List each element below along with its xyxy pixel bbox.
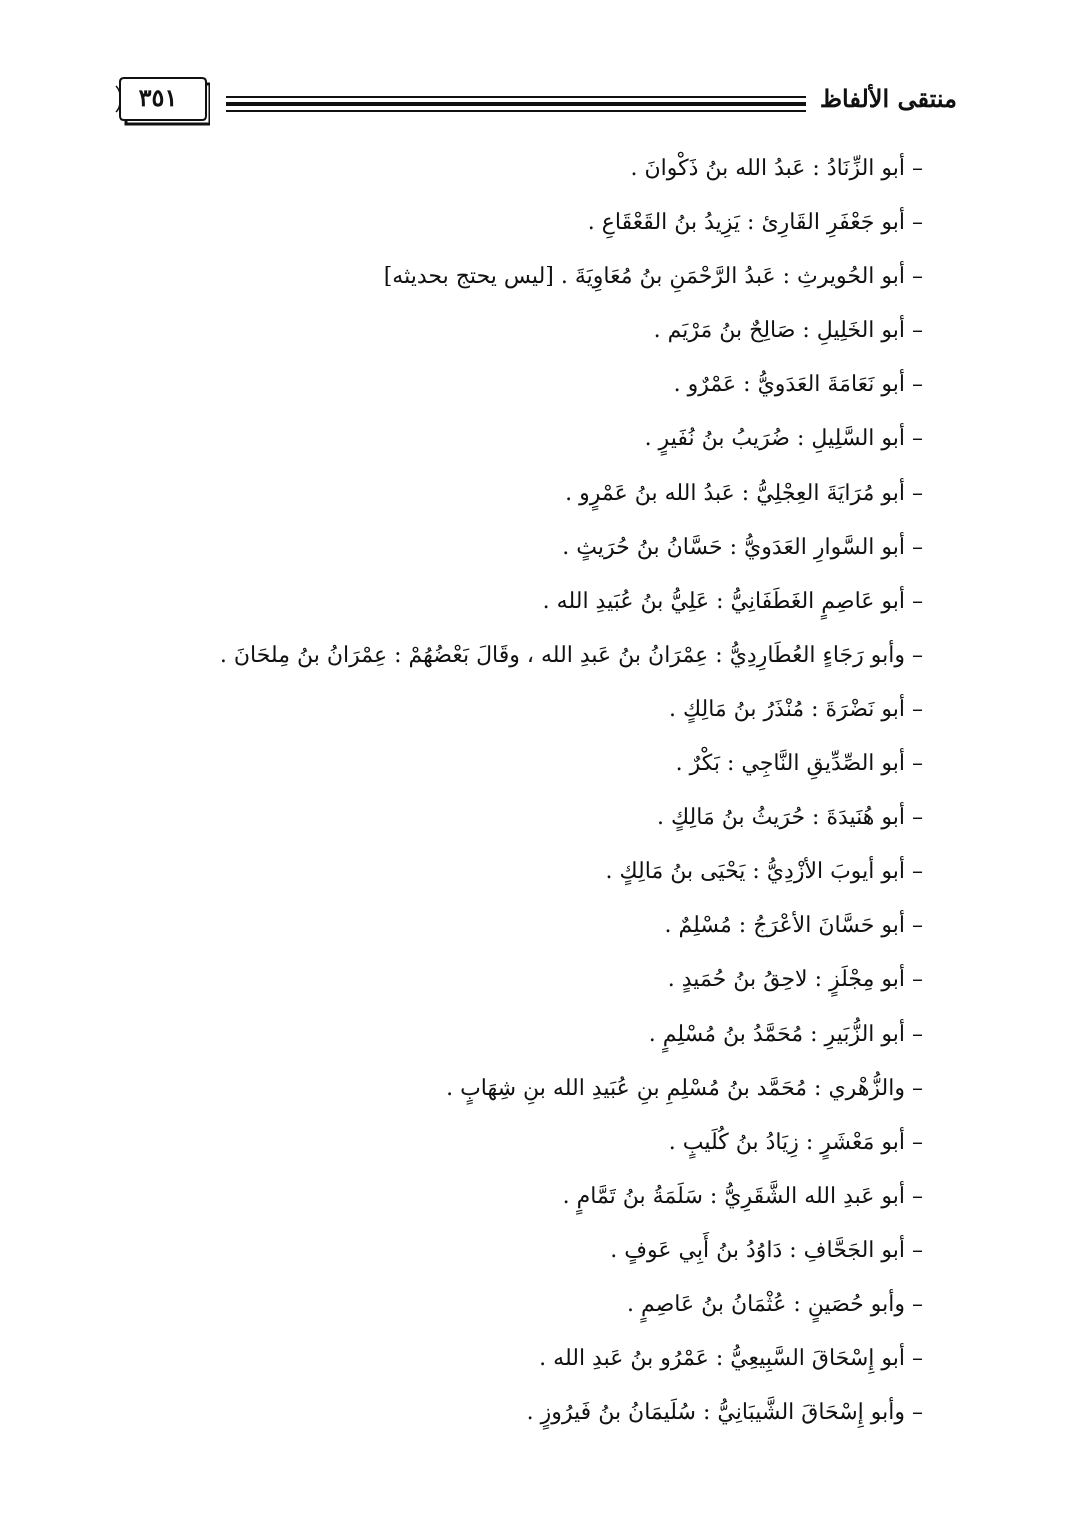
list-item: – أبو مِجْلَزٍ : لاحِقُ بنُ حُمَيدٍ . [667,967,923,993]
list-item: – أبو هُنَيدَةَ : حُرَيثُ بنُ مَالِكٍ . [657,805,923,831]
page-number: ٣٥١ [138,83,178,112]
narrator-kunya-list [63,142,923,1440]
list-item: – أبو السَّلِيلِ : ضُرَيبُ بنُ نُفَيرٍ . [644,426,923,452]
list-item: – والزُّهْري : مُحَمَّد بنُ مُسْلِمِ بنِ عُبَيدِ الله بنِ شِهَابٍ . [446,1075,923,1101]
list-item: – أبو مَعْشَرٍ : زِيَادُ بنُ كُلَيبٍ . [668,1129,923,1155]
page-header [0,0,1075,140]
list-item: – أبو الزِّنَادُ : عَبدُ الله بنُ ذَكْوانَ . [630,156,923,181]
list-item: – أبو السَّوارِ العَدَويُّ : حَسَّانُ بنُ حُرَيثٍ . [562,534,923,560]
header-rule-thin-top [226,96,806,98]
list-item: – أبو عَبدِ الله الشَّقَرِيُّ : سَلَمَةُ بنُ تَمَّامٍ . [562,1183,923,1209]
header-rule-thick [226,102,806,106]
list-item: – وأبو حُصَينٍ : عُثْمَانُ بنُ عَاصِمٍ . [626,1291,923,1317]
list-item: – أبو الصِّدِّيقِ النَّاجِي : بَكْرٌ . [675,751,923,777]
list-item: – أبو أيوبَ الأزْدِيُّ : يَحْيَى بنُ مَالِكٍ . [605,859,923,885]
header-rule-thin-bottom [226,110,806,112]
list-item: – أبو إِسْحَاقَ السَّبِيعِيُّ : عَمْرُو بنُ عَبدِ الله . [539,1346,923,1372]
list-item: – أبو الجَحَّافِ : دَاوُدُ بنُ أَبِي عَوفٍ . [610,1237,923,1263]
page-number-frame [114,72,210,126]
running-head-title: منتقى الألفاظ [819,84,957,113]
list-item: – وأبو إِسْحَاقَ الشَّيبَانِيُّ : سُلَيمَانُ بنُ فَيرُوزٍ . [526,1400,923,1426]
list-item: – أبو الحُويرثِ : عَبدُ الرَّحْمَنِ بنُ مُعَاوِيَةَ . [ليس يحتج بحديثه] [383,264,923,290]
list-item: – أبو مُرَايَةَ العِجْلِيُّ : عَبدُ الله بنُ عَمْرٍو . [565,480,923,506]
list-item: – أبو الزُّبَيرِ : مُحَمَّدُ بنُ مُسْلِمٍ . [648,1021,923,1047]
list-item: – أبو نَضْرَةَ : مُنْذَرُ بنُ مَالِكٍ . [668,696,923,722]
list-item: – أبو جَعْفَرِ القَارِئ : يَزِيدُ بنُ القَعْقَاعِ . [587,210,923,236]
list-item: – أبو حَسَّانَ الأعْرَجُ : مُسْلِمٌ . [664,913,923,939]
list-item: – أبو نَعَامَةَ العَدَويُّ : عَمْرٌو . [673,372,923,398]
list-item: – وأبو رَجَاءٍ العُطَارِدِيُّ : عِمْرَانُ بنُ عَبدِ الله ، وقَالَ بَعْضُهُمْ : عِمْرَانُ بنُ مِلحَانَ . [219,642,923,668]
list-item: – أبو الخَلِيلِ : صَالِحٌ بنُ مَرْيَم . [653,318,923,344]
list-item: – أبو عَاصِمٍ الغَطَفَانِيُّ : عَلِيُّ بنُ عُبَيدِ الله . [542,588,923,614]
